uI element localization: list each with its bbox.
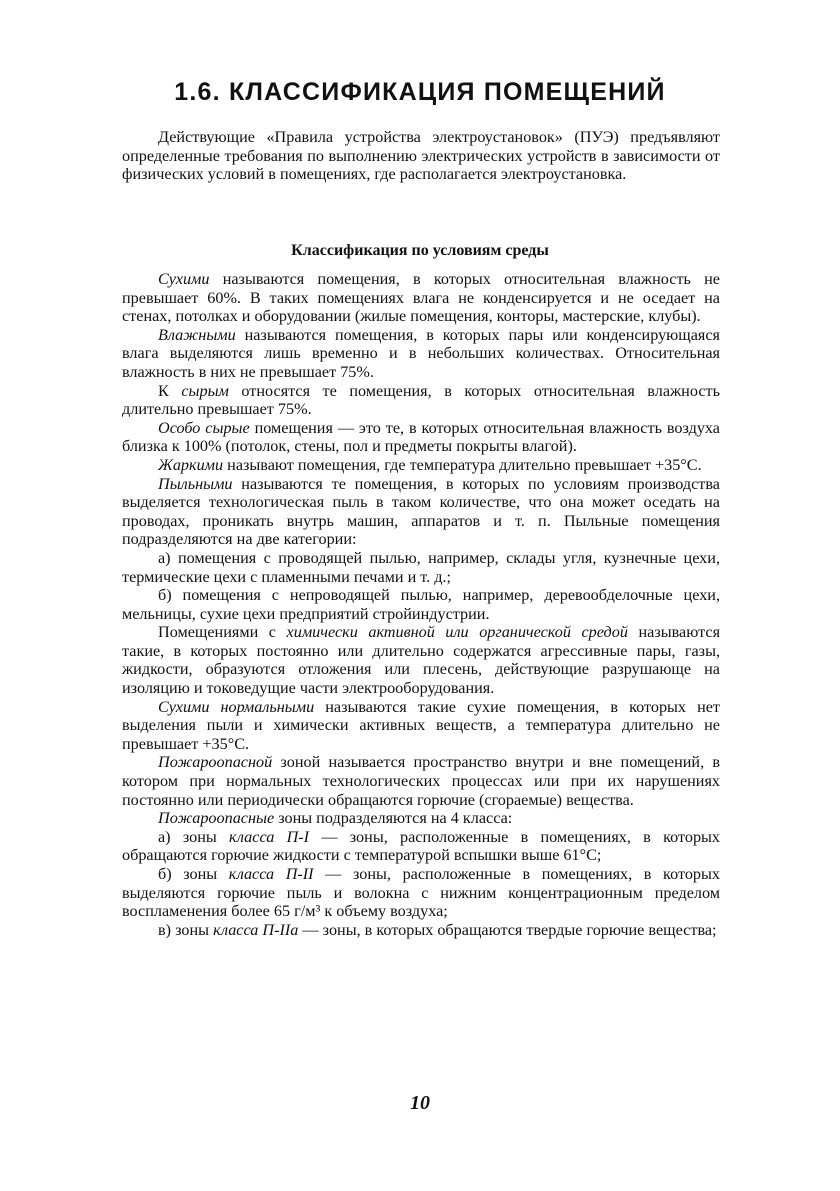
paragraph-dry-normal: Сухими нормальными называются такие сухие помещения, в которых нет выделения пыли и химически активных веществ, а температура длительно не превышает +35°С.: [122, 697, 720, 753]
intro-block: [122, 128, 720, 184]
intro-paragraph: Действующие «Правила устройства электроустановок» (ПУЭ) предъявляют определенные требования по выполнению электрических устройств в зависимости от физических условий в помещениях, где располагается электроустановка.: [122, 128, 720, 184]
page-title: 1.6. КЛАССИФИКАЦИЯ ПОМЕЩЕНИЙ: [174, 78, 666, 106]
paragraph-class-p2: б) зоны класса П-II — зоны, расположенные в помещениях, в которых выделяются горючие пыль и волокна с нижним концентрационным пределом воспламенения более 65 г/м³ к объему воздуха;: [122, 865, 720, 921]
page-number: 10: [410, 1092, 430, 1114]
paragraph-dusty: Пыльными называются те помещения, в которых по условиям производства выделяется технологическая пыль в таком количестве, что она может оседать на проводах, проникать внутрь машин, аппаратов и т. п. Пыльные помещения подразделяются на две категории:: [122, 474, 720, 549]
body-block: [122, 270, 720, 939]
paragraph-hot: Жаркими называют помещения, где температура длительно превышает +35°С.: [158, 455, 702, 474]
paragraph-dry: Сухими называются помещения, в которых относительная влажность не превышает 60%. В таких помещениях влага не конденсируется и не оседает на стенах, потолках и оборудовании (жилые помещения, конторы, мастерские, клубы).: [122, 270, 720, 326]
section-heading: Классификация по условиям среды: [291, 242, 549, 259]
paragraph-damp: К сырым относятся те помещения, в которых относительная влажность длительно превышает 75%.: [122, 381, 720, 419]
paragraph-dusty-b: б) помещения с непроводящей пылью, например, деревообделочные цехи, мельницы, сухие цехи предприятий стройиндустрии.: [122, 586, 720, 623]
paragraph-class-p2a: в) зоны класса П-IIа — зоны, в которых обращаются твердые горючие вещества;: [158, 920, 717, 939]
paragraph-fire-zone: Пожароопасной зоной называется пространство внутри и вне помещений, в котором при нормальных технологических процессах или при их нарушениях постоянно или периодически обращаются горючие (сгораемые) вещества.: [122, 753, 720, 809]
paragraph-humid: Влажными называются помещения, в которых пары или конденсирующаяся влага выделяются лишь временно и в небольших количествах. Относительная влажность в них не превышает 75%.: [122, 325, 720, 381]
paragraph-class-p1: а) зоны класса П-I — зоны, расположенные в помещениях, в которых обращаются горючие жидкости с температурой вспышки выше 61°С;: [122, 827, 721, 865]
paragraph-fire-classes: Пожароопасные зоны подразделяются на 4 класса:: [158, 809, 513, 828]
paragraph-chemical: Помещениями с химически активной или органической средой называются такие, в которых постоянно или длительно содержатся агрессивные пары, газы, жидкости, образуются отложения или плесень, действующие разрушающе на изоляцию и токоведущие части электрооборудования.: [122, 623, 721, 698]
paragraph-very-damp: Особо сырые помещения — это те, в которых относительная влажность воздуха близка к 100% (потолок, стены, пол и предметы покрыты влагой).: [122, 418, 720, 456]
paragraph-dusty-a: а) помещения с проводящей пылью, например, склады угля, кузнечные цехи, термические цехи с пламенными печами и т. д.;: [122, 548, 720, 586]
